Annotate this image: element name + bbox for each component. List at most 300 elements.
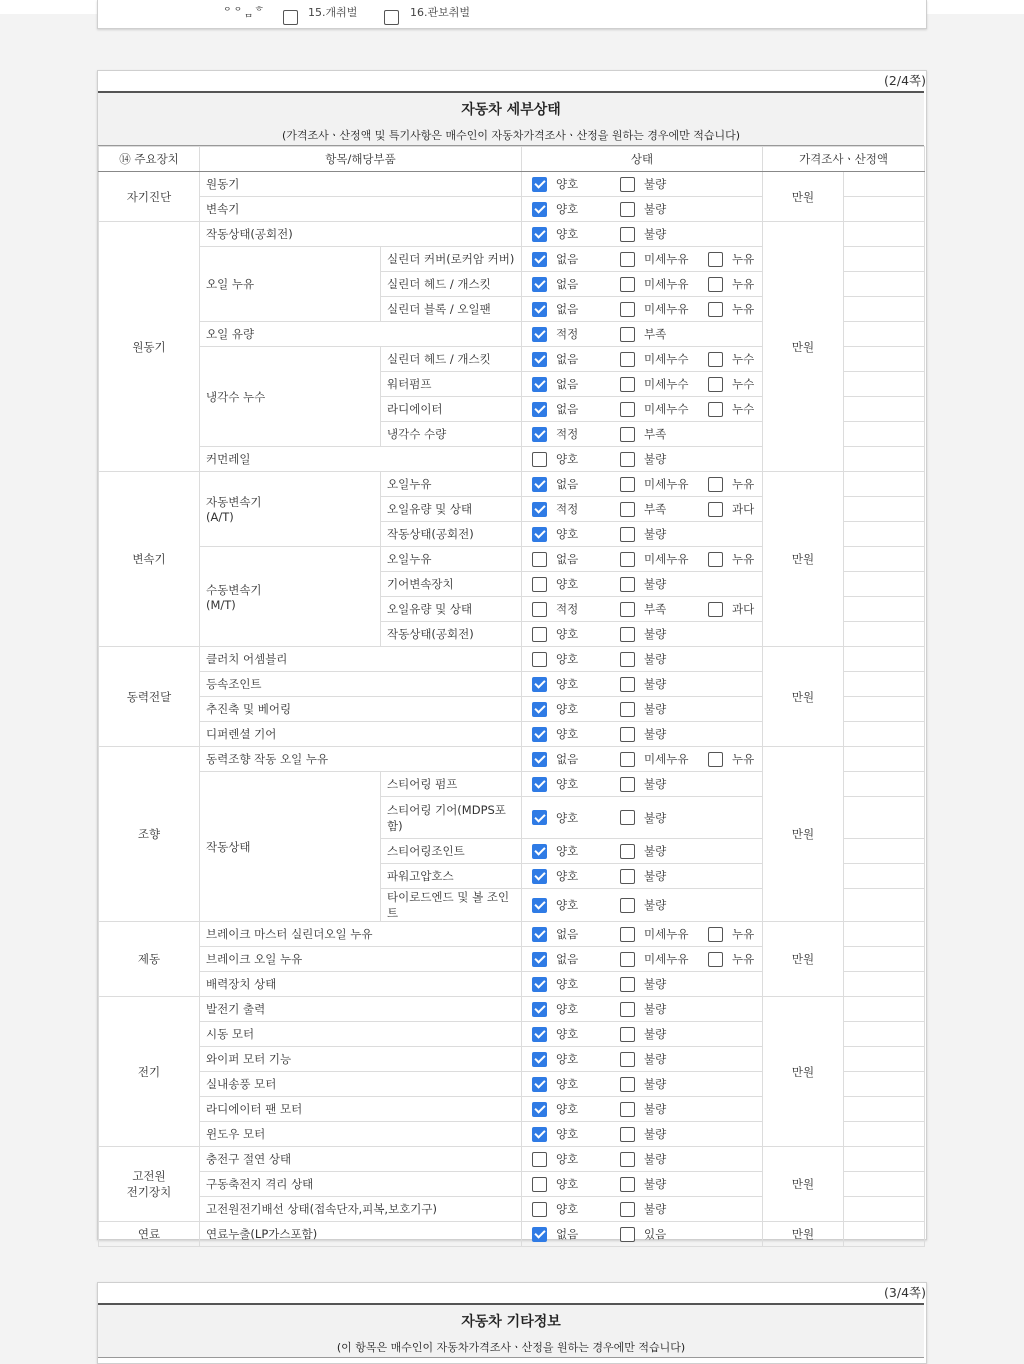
checkbox[interactable] (532, 577, 547, 592)
checkbox[interactable] (620, 1227, 635, 1242)
checkbox[interactable] (620, 777, 635, 792)
table-row (99, 647, 925, 672)
checkbox[interactable] (620, 452, 635, 467)
state-label: 없음 (556, 352, 579, 366)
checkbox[interactable] (532, 502, 547, 517)
state-options (528, 401, 756, 417)
sub-item-name: 타이로드엔드 및 볼 조인트 (381, 889, 522, 922)
prev-page-cell: 15.개취벌 (308, 6, 358, 19)
state-label: 불량 (644, 727, 667, 741)
state-cell (522, 247, 763, 272)
checkbox[interactable] (620, 898, 635, 913)
device-category: 동력전달 (99, 647, 200, 747)
checkbox[interactable] (620, 277, 635, 292)
state-options (528, 1151, 756, 1167)
checkbox[interactable] (620, 952, 635, 967)
checkbox[interactable] (532, 1177, 547, 1192)
price-input[interactable] (844, 889, 925, 922)
item-name: 등속조인트 (200, 672, 522, 697)
state-label: 미세누유 (644, 552, 689, 566)
price-input[interactable] (844, 797, 925, 839)
price-input[interactable] (844, 222, 925, 247)
state-options (528, 1001, 756, 1017)
price-input[interactable] (844, 1172, 925, 1197)
state-cell (522, 722, 763, 747)
state-cell (522, 647, 763, 672)
state-label: 부족 (644, 502, 667, 516)
checkbox[interactable] (532, 1002, 547, 1017)
checkbox[interactable] (708, 477, 723, 492)
checkbox[interactable] (620, 677, 635, 692)
state-label: 양호 (556, 452, 579, 466)
checkbox[interactable] (532, 977, 547, 992)
checkbox[interactable] (708, 377, 723, 392)
checkbox[interactable] (620, 377, 635, 392)
state-options (528, 1101, 756, 1117)
state-label: 없음 (556, 302, 579, 316)
checkbox[interactable] (283, 10, 298, 25)
checkbox[interactable] (708, 927, 723, 942)
checkbox[interactable] (532, 810, 547, 825)
checkbox[interactable] (532, 927, 547, 942)
item-name: 동력조향 작동 오일 누유 (200, 747, 522, 772)
checkbox[interactable] (620, 1002, 635, 1017)
state-label: 불량 (644, 202, 667, 216)
item-name: 오일 유량 (200, 322, 522, 347)
sub-item-name: 오일유량 및 상태 (381, 497, 522, 522)
price-input[interactable] (844, 1122, 925, 1147)
state-options (528, 351, 756, 367)
checkbox[interactable] (532, 777, 547, 792)
item-name: 연료누출(LP가스포함) (200, 1222, 522, 1247)
state-label: 있음 (644, 1227, 667, 1241)
state-options (528, 897, 756, 913)
state-label: 양호 (556, 1077, 579, 1091)
price-input[interactable] (844, 497, 925, 522)
price-input[interactable] (844, 447, 925, 472)
state-options (528, 926, 756, 942)
state-label: 불량 (644, 1052, 667, 1066)
state-cell (522, 172, 763, 197)
sub-item-name: 작동상태(공회전) (381, 522, 522, 547)
state-label: 양호 (556, 1102, 579, 1116)
checkbox[interactable] (532, 1202, 547, 1217)
item-group: 수동변속기 (M/T) (200, 547, 381, 647)
state-label: 불량 (644, 527, 667, 541)
state-label: 양호 (556, 1177, 579, 1191)
state-cell (522, 322, 763, 347)
checkbox[interactable] (620, 869, 635, 884)
checkbox[interactable] (532, 1052, 547, 1067)
checkbox[interactable] (620, 302, 635, 317)
state-label: 양호 (556, 777, 579, 791)
checkbox[interactable] (532, 652, 547, 667)
state-options (528, 201, 756, 217)
checkbox[interactable] (532, 352, 547, 367)
checkbox[interactable] (620, 1152, 635, 1167)
checkbox[interactable] (384, 10, 399, 25)
sub-item-name: 실린더 블록 / 오일팬 (381, 297, 522, 322)
state-label: 양호 (556, 1202, 579, 1216)
state-label: 양호 (556, 527, 579, 541)
state-label: 불량 (644, 1202, 667, 1216)
checkbox[interactable] (532, 252, 547, 267)
checkbox[interactable] (620, 752, 635, 767)
state-cell (522, 472, 763, 497)
item-name: 디퍼렌셜 기어 (200, 722, 522, 747)
checkbox[interactable] (532, 202, 547, 217)
item-name: 배력장치 상태 (200, 972, 522, 997)
sub-item-name: 스티어링조인트 (381, 839, 522, 864)
item-name: 발전기 출력 (200, 997, 522, 1022)
checkbox[interactable] (620, 252, 635, 267)
item-group: 오일 누유 (200, 247, 381, 322)
price-input[interactable] (844, 347, 925, 372)
state-label: 불량 (644, 627, 667, 641)
price-input[interactable] (844, 672, 925, 697)
header-state: 상태 (522, 147, 763, 172)
price-input[interactable] (844, 839, 925, 864)
state-label: 불량 (644, 898, 667, 912)
price-unit: 만원 (763, 747, 844, 922)
item-name: 추진축 및 베어링 (200, 697, 522, 722)
state-cell (522, 397, 763, 422)
state-label: 누유 (732, 252, 755, 266)
checkbox[interactable] (532, 177, 547, 192)
state-label: 양호 (556, 727, 579, 741)
state-options (528, 376, 756, 392)
state-options (528, 726, 756, 742)
checkbox[interactable] (532, 552, 547, 567)
checkbox[interactable] (620, 602, 635, 617)
price-input[interactable] (844, 372, 925, 397)
state-cell (522, 597, 763, 622)
checkbox[interactable] (532, 844, 547, 859)
checkbox[interactable] (620, 227, 635, 242)
price-input[interactable] (844, 697, 925, 722)
price-input[interactable] (844, 597, 925, 622)
state-cell (522, 747, 763, 772)
checkbox[interactable] (620, 977, 635, 992)
checkbox[interactable] (532, 1077, 547, 1092)
state-cell (522, 947, 763, 972)
state-label: 양호 (556, 1027, 579, 1041)
price-input[interactable] (844, 1097, 925, 1122)
page-3 (97, 1282, 927, 1364)
price-input[interactable] (844, 322, 925, 347)
state-cell (522, 972, 763, 997)
state-label: 미세누유 (644, 252, 689, 266)
table-row (99, 472, 925, 497)
checkbox[interactable] (532, 952, 547, 967)
checkbox[interactable] (620, 477, 635, 492)
state-cell (522, 272, 763, 297)
state-label: 양호 (556, 202, 579, 216)
state-label: 양호 (556, 702, 579, 716)
price-input[interactable] (844, 297, 925, 322)
checkbox[interactable] (620, 1052, 635, 1067)
checkbox[interactable] (532, 452, 547, 467)
price-input[interactable] (844, 1222, 925, 1247)
prev-page-cell: 16.관보취벌 (410, 6, 470, 19)
price-input[interactable] (844, 772, 925, 797)
state-label: 양호 (556, 977, 579, 991)
checkbox[interactable] (620, 177, 635, 192)
state-label: 불량 (644, 977, 667, 991)
state-cell (522, 547, 763, 572)
price-unit: 만원 (763, 472, 844, 647)
checkbox[interactable] (532, 1102, 547, 1117)
checkbox[interactable] (620, 652, 635, 667)
price-input[interactable] (844, 1047, 925, 1072)
checkbox[interactable] (532, 677, 547, 692)
state-cell (522, 1172, 763, 1197)
state-label: 양호 (556, 1002, 579, 1016)
checkbox[interactable] (708, 352, 723, 367)
device-category: 고전원 전기장치 (99, 1147, 200, 1222)
state-label: 양호 (556, 227, 579, 241)
price-input[interactable] (844, 922, 925, 947)
checkbox[interactable] (532, 402, 547, 417)
state-label: 양호 (556, 677, 579, 691)
checkbox[interactable] (620, 427, 635, 442)
table-header-row (99, 147, 925, 172)
state-cell (522, 1147, 763, 1172)
state-label: 누유 (732, 302, 755, 316)
state-options (528, 976, 756, 992)
checkbox[interactable] (532, 377, 547, 392)
table-row (99, 997, 925, 1022)
checkbox[interactable] (532, 702, 547, 717)
checkbox[interactable] (620, 1077, 635, 1092)
checkbox[interactable] (620, 1102, 635, 1117)
checkbox[interactable] (532, 477, 547, 492)
checkbox[interactable] (532, 602, 547, 617)
state-label: 과다 (732, 602, 755, 616)
item-name: 와이퍼 모터 기능 (200, 1047, 522, 1072)
checkbox[interactable] (532, 1152, 547, 1167)
state-label: 누수 (732, 402, 755, 416)
state-options (528, 526, 756, 542)
state-label: 미세누유 (644, 302, 689, 316)
item-group: 자동변속기 (A/T) (200, 472, 381, 547)
state-cell (522, 839, 763, 864)
checkbox[interactable] (620, 352, 635, 367)
price-input[interactable] (844, 1147, 925, 1172)
state-label: 불량 (644, 1002, 667, 1016)
state-cell (522, 572, 763, 597)
checkbox[interactable] (532, 1227, 547, 1242)
state-cell (522, 1022, 763, 1047)
checkbox[interactable] (532, 1127, 547, 1142)
state-label: 양호 (556, 1152, 579, 1166)
state-cell (522, 797, 763, 839)
sub-item-name: 실린더 헤드 / 개스킷 (381, 347, 522, 372)
price-input[interactable] (844, 997, 925, 1022)
price-input[interactable] (844, 947, 925, 972)
state-options (528, 701, 756, 717)
checkbox[interactable] (708, 952, 723, 967)
sub-item-name: 오일누유 (381, 547, 522, 572)
state-label: 불량 (644, 702, 667, 716)
state-label: 양호 (556, 652, 579, 666)
state-cell (522, 622, 763, 647)
checkbox[interactable] (532, 527, 547, 542)
sub-item-name: 기어변속장치 (381, 572, 522, 597)
price-input[interactable] (844, 472, 925, 497)
checkbox[interactable] (532, 227, 547, 242)
state-label: 적정 (556, 502, 579, 516)
table-row (99, 747, 925, 772)
state-cell (522, 672, 763, 697)
item-name: 변속기 (200, 197, 522, 222)
price-input[interactable] (844, 522, 925, 547)
checkbox[interactable] (708, 302, 723, 317)
state-cell (522, 1072, 763, 1097)
price-input[interactable] (844, 722, 925, 747)
checkbox[interactable] (532, 869, 547, 884)
state-cell (522, 1097, 763, 1122)
header-device: ⑭ 주요장치 (99, 147, 200, 172)
checkbox[interactable] (708, 752, 723, 767)
state-options (528, 1126, 756, 1142)
checkbox[interactable] (620, 1202, 635, 1217)
price-input[interactable] (844, 572, 925, 597)
state-options (528, 1026, 756, 1042)
state-options (528, 776, 756, 792)
checkbox[interactable] (620, 502, 635, 517)
state-label: 적정 (556, 602, 579, 616)
checkbox[interactable] (532, 427, 547, 442)
price-input[interactable] (844, 1022, 925, 1047)
checkbox[interactable] (532, 277, 547, 292)
price-unit: 만원 (763, 647, 844, 747)
state-label: 없음 (556, 252, 579, 266)
state-options (528, 626, 756, 642)
state-label: 누유 (732, 952, 755, 966)
checkbox[interactable] (620, 627, 635, 642)
checkbox[interactable] (532, 898, 547, 913)
price-input[interactable] (844, 197, 925, 222)
sub-item-name: 라디에이터 (381, 397, 522, 422)
price-input[interactable] (844, 1072, 925, 1097)
checkbox[interactable] (708, 402, 723, 417)
state-options (528, 601, 756, 617)
item-name: 고전원전기배선 상태(접속단자,피복,보호기구) (200, 1197, 522, 1222)
header-item: 항목/해당부품 (200, 147, 522, 172)
checkbox[interactable] (620, 1027, 635, 1042)
price-input[interactable] (844, 622, 925, 647)
price-input[interactable] (844, 397, 925, 422)
price-input[interactable] (844, 272, 925, 297)
state-label: 불량 (644, 844, 667, 858)
checkbox[interactable] (620, 577, 635, 592)
state-cell (522, 997, 763, 1022)
checkbox[interactable] (532, 302, 547, 317)
state-options (528, 810, 756, 826)
checkbox[interactable] (708, 552, 723, 567)
checkbox[interactable] (620, 1127, 635, 1142)
state-cell (522, 1222, 763, 1247)
device-category: 자기진단 (99, 172, 200, 222)
checkbox[interactable] (620, 402, 635, 417)
state-cell (522, 297, 763, 322)
state-label: 불량 (644, 1127, 667, 1141)
price-input[interactable] (844, 247, 925, 272)
state-options (528, 651, 756, 667)
checkbox[interactable] (620, 702, 635, 717)
checkbox[interactable] (708, 277, 723, 292)
checkbox[interactable] (532, 1027, 547, 1042)
checkbox[interactable] (620, 202, 635, 217)
price-input[interactable] (844, 972, 925, 997)
section-title-box (98, 91, 924, 146)
checkbox[interactable] (620, 810, 635, 825)
checkbox[interactable] (532, 752, 547, 767)
checkbox[interactable] (532, 327, 547, 342)
sub-item-name: 실린더 커버(로커암 커버) (381, 247, 522, 272)
state-options (528, 1226, 756, 1242)
item-name: 충전구 절연 상태 (200, 1147, 522, 1172)
price-input[interactable] (844, 172, 925, 197)
sub-item-name: 작동상태(공회전) (381, 622, 522, 647)
state-label: 불량 (644, 777, 667, 791)
price-input[interactable] (844, 864, 925, 889)
checkbox[interactable] (708, 252, 723, 267)
state-options (528, 1076, 756, 1092)
header-price: 가격조사ㆍ산정액 (763, 147, 925, 172)
state-label: 불량 (644, 1027, 667, 1041)
checkbox[interactable] (620, 527, 635, 542)
checkbox[interactable] (620, 552, 635, 567)
page-2 (97, 70, 927, 1240)
state-options (528, 751, 756, 767)
checkbox[interactable] (620, 727, 635, 742)
price-input[interactable] (844, 547, 925, 572)
device-category: 조향 (99, 747, 200, 922)
state-options (528, 951, 756, 967)
state-label: 불량 (644, 652, 667, 666)
checkbox[interactable] (620, 1177, 635, 1192)
checkbox[interactable] (532, 727, 547, 742)
checkbox[interactable] (620, 844, 635, 859)
state-options (528, 301, 756, 317)
state-label: 과다 (732, 502, 755, 516)
price-input[interactable] (844, 1197, 925, 1222)
state-label: 양호 (556, 810, 579, 825)
state-label: 미세누수 (644, 377, 689, 391)
item-name: 시동 모터 (200, 1022, 522, 1047)
price-input[interactable] (844, 422, 925, 447)
state-options (528, 226, 756, 242)
checkbox[interactable] (620, 327, 635, 342)
price-unit: 만원 (763, 222, 844, 472)
checkbox[interactable] (532, 627, 547, 642)
checkbox[interactable] (708, 502, 723, 517)
state-cell (522, 922, 763, 947)
checkbox[interactable] (620, 927, 635, 942)
state-label: 적정 (556, 427, 579, 441)
state-label: 양호 (556, 898, 579, 912)
state-label: 누유 (732, 752, 755, 766)
checkbox[interactable] (708, 602, 723, 617)
price-input[interactable] (844, 647, 925, 672)
state-label: 부족 (644, 427, 667, 441)
state-label: 양호 (556, 869, 579, 883)
price-input[interactable] (844, 747, 925, 772)
section-title: 자동차 세부상태 (461, 102, 561, 118)
state-cell (522, 1122, 763, 1147)
